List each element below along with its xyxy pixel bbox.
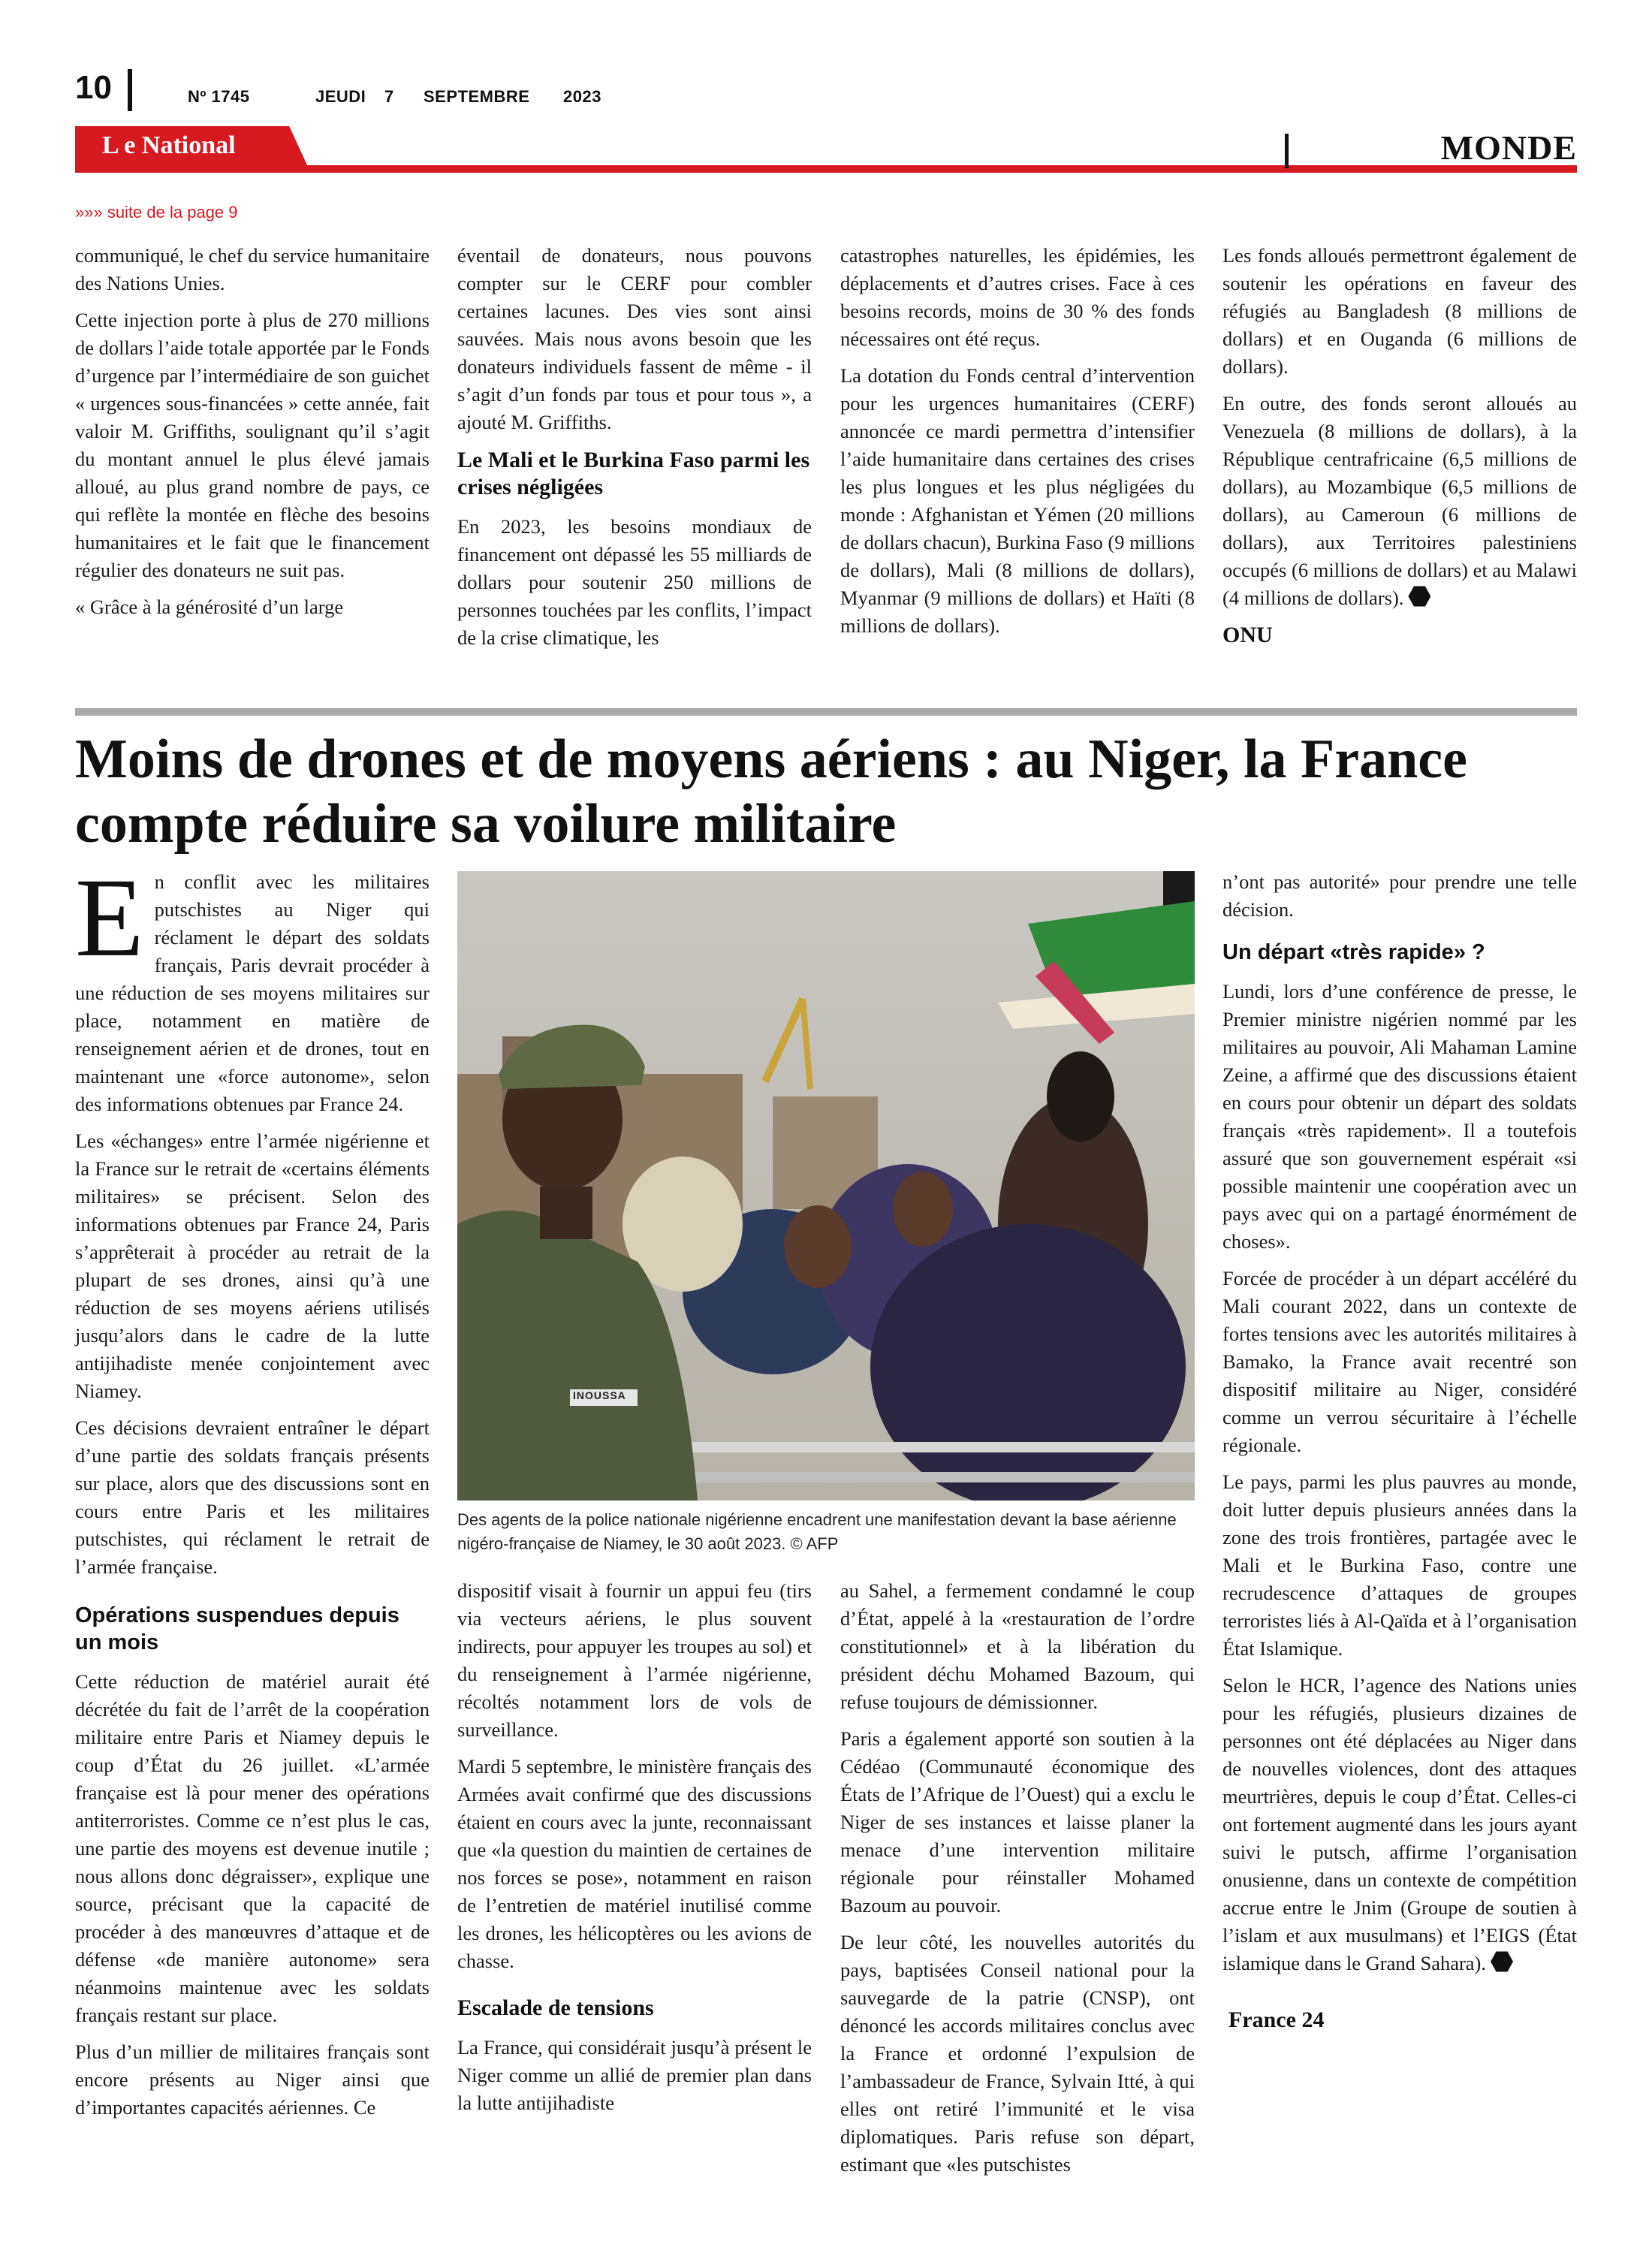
paragraph: Paris a également apporté son soutien à la Cédéao (Communauté économique des États de l’Afrique de l’Ouest) qui a exclu le Niger de ses instances et laisse planer la menace d’une intervention militaire régionale pour réinstaller Mohamed Bazoum au pouvoir. — [840, 1727, 1195, 1917]
paragraph: Les fonds alloués permettront également de soutenir les opérations en faveur des réfugiés au Bangladesh (8 millions de dollars) et en Ouganda (6 millions de dollars). — [1222, 244, 1577, 378]
issue-number: Nº 1745 — [188, 87, 250, 106]
article-separator — [75, 708, 1577, 716]
page-number: 10 — [75, 69, 112, 106]
paragraph: En 2023, les besoins mondiaux de financement ont dépassé les 55 milliards de dollars pour soutenir 250 millions de personnes touchées par les conflits, l’impact de la crise climatique, les — [457, 515, 812, 649]
paragraph: « Grâce à la générosité d’un large — [75, 596, 344, 618]
brand-name: L e National — [102, 131, 236, 159]
paragraph — [1222, 1672, 1577, 1977]
paragraph: dispositif visait à fournir un appui feu (tirs via vecteurs aériens, le plus souvent indirects, pour appuyer les troupes au sol) et du renseignement à l’armée nigérienne, récoltés notamment lors de vols de surveillance. — [457, 1579, 812, 1741]
main-article-col-3 — [840, 1577, 1195, 2188]
page-number-divider — [128, 69, 132, 111]
subheading: Opérations suspendues depuis un mois — [75, 1603, 399, 1654]
section-title: MONDE — [1440, 128, 1577, 167]
photo-caption: Des agents de la police nationale nigérienne encadrent une manifestation devant la base aérienne nigéro-française de Niamey, le 30 août 2023. © AFP — [457, 1510, 1177, 1553]
paragraph-text: n conflit avec les militaires putschistes au Niger qui réclament le départ des soldats français, Paris devrait procéder à une réduction de ses moyens militaires sur place, notamment en matière de renseignement aérien et de drones, tout en maintenant une «force autonome», selon des informations obtenues par France 24. — [75, 870, 430, 1115]
paragraph: La France, qui considérait jusqu’à présent le Niger comme un allié de premier plan dans la lutte antijihadiste — [457, 2036, 812, 2114]
headline: Moins de drones et de moyens aériens : au Niger, la France compte réduire sa voilure militaire — [75, 728, 1467, 855]
subheading: Escalade de tensions — [457, 1995, 654, 2020]
section-divider — [1285, 134, 1289, 168]
main-article-col-2 — [457, 1577, 812, 2126]
continued-from-label: »»» suite de la page 9 — [75, 203, 238, 222]
drop-cap: E — [75, 855, 144, 980]
paragraph: Plus d’un millier de militaires français sont encore présents au Niger ainsi que d’importantes capacités aériennes. Ce — [75, 2040, 430, 2119]
paragraph-text: Selon le HCR, l’agence des Nations unies pour les réfugiés, plusieurs dizaines de personnes ont été déplacées au Niger dans de nouvelles violences, dont des attaques meurtrières, depuis le coup d’État. Celles-ci ont fortement augmenté dans les jours ayant suivi le putsch, affirme l’organisation onusienne, dans un contexte de compétition accrue entre le Jnim (Groupe de soutien à l’islam et aux musulmans) et l’EIGS (État islamique dans le Grand Sahara). — [1222, 1674, 1577, 1974]
paragraph: n’ont pas autorité» pour prendre une telle décision. — [1222, 870, 1577, 921]
issue-month: SEPTEMBRE — [424, 87, 530, 106]
paragraph: Cette injection porte à plus de 270 millions de dollars l’aide totale apportée par le Fonds d’urgence par l’intermédiaire de son guichet « urgences sous-financées » cette année, fait valoir M. Griffiths, soulignant qu’il s’agit du montant annuel le plus élevé jamais alloué, au plus grand nombre de pays, ce qui reflète la montée en flèche des besoins humanitaires et le fait que le financement régulier des donateurs ne suit pas. — [75, 309, 430, 581]
paragraph: Mardi 5 septembre, le ministère français des Armées avait confirmé que des discussions étaient en cours avec la junte, reconnaissant que «la question du maintien de certaines de nos forces se pose», notamment en raison de l’entretien de matériel inutilisé comme les drones, les hélicoptères ou les avions de chasse. — [457, 1755, 812, 1972]
subheading: Un départ «très rapide» ? — [1222, 940, 1485, 964]
paragraph: De leur côté, les nouvelles autorités du pays, baptisées Conseil national pour la sauvegarde de la patrie (CNSP), ont dénoncé les accords militaires conclus avec la France et ordonné l’expulsion de l’ambassadeur de France, Sylvain Itté, à qui elles ont retiré l’immunité et le visa diplomatiques. Paris refuse son départ, estimant que «les putschistes — [840, 1931, 1195, 2176]
article-end-icon — [1491, 1950, 1513, 1973]
paragraph: Les «échanges» entre l’armée nigérienne et la France sur le retrait de «certains éléments militaires» se précisent. Selon des informations obtenues par France 24, Paris s’apprêterait à procéder au retrait de la plupart de ses drones, ainsi qu’à une réduction de ses moyens aériens utilisés jusqu’alors dans le cadre de la lutte antijihadiste menée conjointement avec Niamey. — [75, 1130, 430, 1402]
paragraph: au Sahel, a fermement condamné le coup d’État, appelé à la «restauration de l’ordre constitutionnel» et à la libération du président déchu Mohamed Bazoum, qui refuse toujours de démissionner. — [840, 1579, 1195, 1713]
main-article-col-4 — [1222, 868, 1577, 2033]
photo-badge-text: INOUSSA — [573, 1389, 626, 1401]
top-article-col-2 — [457, 242, 812, 661]
paragraph: communiqué, le chef du service humanitaire des Nations Unies. — [75, 244, 430, 294]
top-article-col-4 — [1222, 242, 1577, 648]
article-source: France 24 — [1228, 2007, 1325, 2032]
article-end-icon — [1408, 585, 1430, 608]
paragraph: La dotation du Fonds central d’intervention pour les urgences humanitaires (CERF) annoncée ce mardi permettra d’intensifier l’aide humanitaire dans certaines des crises les plus longues et les plus négligées du monde : Afghanistan et Yémen (20 millions de dollars chacun), Burkina Faso (9 millions de dollars), Mali (8 millions de dollars), Myanmar (9 millions de dollars) et Haïti (8 millions de dollars). — [840, 364, 1195, 637]
paragraph: Le pays, parmi les plus pauvres au monde, doit lutter depuis plusieurs années dans la zone des trois frontières, partagée avec le Mali et le Burkina Faso, contre une recrudescence d’attaques de groupes terroristes liés à Al-Qaïda et à l’organisation État Islamique. — [1222, 1470, 1577, 1660]
header-rule — [75, 165, 1577, 173]
paragraph: catastrophes naturelles, les épidémies, les déplacements et d’autres crises. Face à ces besoins records, moins de 30 % des fonds nécessaires ont été reçus. — [840, 244, 1195, 350]
main-article-col-1 — [75, 855, 430, 2131]
paragraph: éventail de donateurs, nous pouvons compter sur le CERF pour combler certaines lacunes. Des vies sont ainsi sauvées. Mais nous avons besoin que les donateurs individuels fassent de même - il s’agit d’un fonds par tous et pour tous », a ajouté M. Griffiths. — [457, 244, 812, 433]
issue-year: 2023 — [563, 87, 601, 106]
paragraph: Lundi, lors d’une conférence de presse, le Premier ministre nigérien nommé par les militaires au pouvoir, Ali Mahaman Lamine Zeine, a affirmé que des discussions étaient en cours pour obtenir un départ des soldats français «très rapidement». Il a toutefois assuré que son gouvernement espérait «si possible maintenir une coopération avec un pays avec qui on a partagé énormément de choses». — [1222, 980, 1577, 1253]
news-photo — [457, 871, 1195, 1500]
top-article-col-3 — [840, 242, 1195, 649]
paragraph — [75, 855, 430, 1118]
paragraph-text: En outre, des fonds seront alloués au Venezuela (8 millions de dollars), à la République centrafricaine (6,5 millions de dollars), au Mozambique (6,5 millions de dollars), au Cameroun (6 millions de dollars), aux Territoires palestiniens occupés (6 millions de dollars) et au Malawi (4 millions de dollars). — [1222, 392, 1577, 609]
article-source: ONU — [1222, 623, 1273, 647]
paragraph: Cette réduction de matériel aurait été décrétée du fait de l’arrêt de la coopération militaire entre Paris et Niamey depuis le coup d’État du 26 juillet. «L’armée française est là pour mener des opérations antiterroristes. Comme ce n’est plus le cas, une partie des moyens est devenue inutile ; nous allons donc dégraisser», explique une source, précisant que la capacité de procéder à des manœuvres d’attaque et de défense «de manière autonome» sera néanmoins maintenue avec les soldats français restant sur place. — [75, 1670, 430, 2026]
top-article-col-1 — [75, 242, 430, 630]
paragraph: Ces décisions devraient entraîner le départ d’une partie des soldats français présents sur place, alors que des discussions sont en cours entre Paris et les militaires putschistes, qui réclament le retrait de l’armée française. — [75, 1416, 430, 1578]
photo-illustration — [457, 871, 1195, 1500]
issue-date: 7 — [384, 87, 394, 106]
issue-day: JEUDI — [315, 87, 366, 106]
paragraph — [1222, 390, 1577, 612]
paragraph: Forcée de procéder à un départ accéléré du Mali courant 2022, dans un contexte de fortes tensions avec les autorités militaires à Bamako, la France avait recentré son dispositif militaire au Niger, considéré comme un verrou sécuritaire à l’échelle régionale. — [1222, 1267, 1577, 1456]
subheading: Le Mali et le Burkina Faso parmi les crises négligées — [457, 448, 810, 499]
